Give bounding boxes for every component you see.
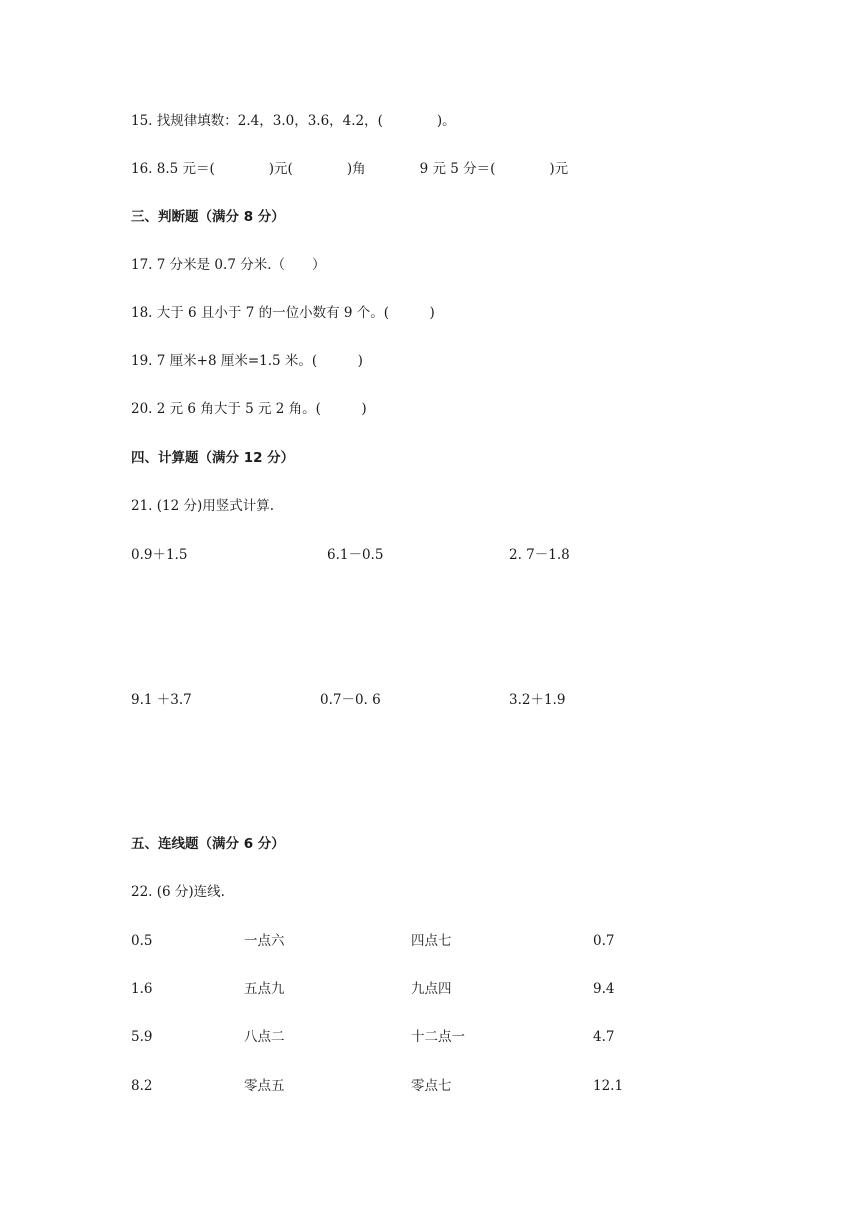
calc-item: 3.2＋1.9 xyxy=(509,692,566,708)
question-18: 18. 大于 6 且小于 7 的一位小数有 9 个。( ) xyxy=(131,305,435,321)
section-4-heading: 四、计算题（满分 12 分） xyxy=(131,450,295,466)
match-reading: 九点四 xyxy=(411,981,452,997)
match-decimal: 8.2 xyxy=(131,1078,153,1094)
question-17: 17. 7 分米是 0.7 分米.（ ） xyxy=(131,257,326,273)
match-decimal: 4.7 xyxy=(593,1029,615,1045)
match-decimal: 12.1 xyxy=(593,1078,624,1094)
match-reading: 五点九 xyxy=(244,981,285,997)
match-reading: 零点七 xyxy=(411,1078,452,1094)
section-3-heading: 三、判断题（满分 8 分） xyxy=(131,209,285,225)
match-reading: 十二点一 xyxy=(411,1029,465,1045)
match-reading: 零点五 xyxy=(244,1078,285,1094)
match-reading: 一点六 xyxy=(244,933,285,949)
calc-item: 0.9＋1.5 xyxy=(131,547,188,563)
calc-item: 0.7－0. 6 xyxy=(320,692,381,708)
question-15: 15. 找规律填数：2.4，3.0，3.6，4.2，( )。 xyxy=(131,113,456,129)
section-5-heading: 五、连线题（满分 6 分） xyxy=(131,836,285,852)
match-decimal: 1.6 xyxy=(131,981,153,997)
calc-item: 9.1 ＋3.7 xyxy=(131,692,192,708)
match-decimal: 0.5 xyxy=(131,933,153,949)
question-21: 21. (12 分)用竖式计算. xyxy=(131,498,275,514)
match-decimal: 9.4 xyxy=(593,981,615,997)
calc-item: 2. 7－1.8 xyxy=(509,547,570,563)
match-reading: 八点二 xyxy=(244,1029,285,1045)
question-19: 19. 7 厘米+8 厘米=1.5 米。( ) xyxy=(131,353,363,369)
question-22: 22. (6 分)连线. xyxy=(131,884,225,900)
question-20: 20. 2 元 6 角大于 5 元 2 角。( ) xyxy=(131,401,367,417)
calc-item: 6.1－0.5 xyxy=(327,547,384,563)
question-16: 16. 8.5 元＝( )元( )角 9 元 5 分＝( )元 xyxy=(131,161,569,177)
match-decimal: 5.9 xyxy=(131,1029,153,1045)
match-decimal: 0.7 xyxy=(593,933,615,949)
match-reading: 四点七 xyxy=(411,933,452,949)
